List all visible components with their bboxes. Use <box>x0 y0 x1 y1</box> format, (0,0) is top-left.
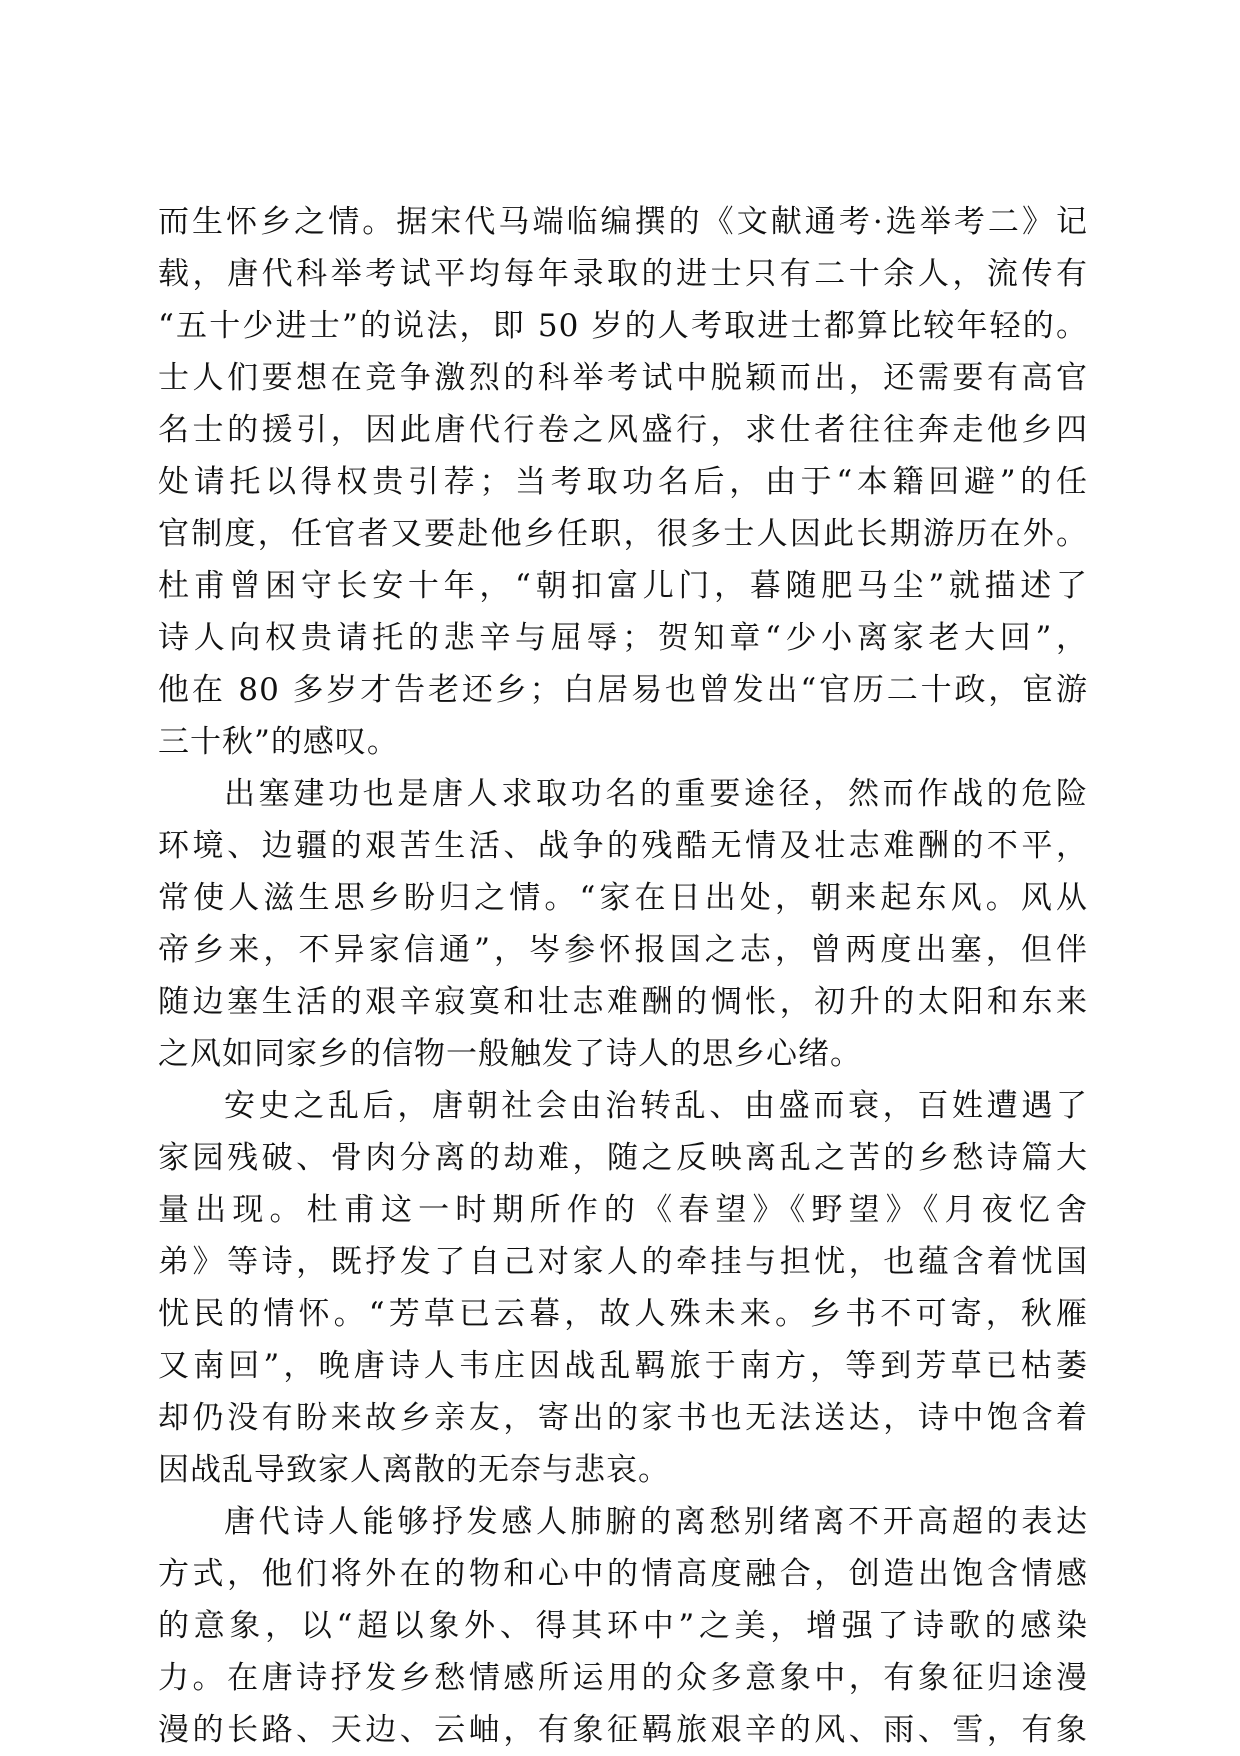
text-line: 出塞建功也是唐人求取功名的重要途径，然而作战的危险 <box>224 776 1088 812</box>
text-line: 三十秋”的感叹。 <box>158 724 399 760</box>
text-line: 名士的援引，因此唐代行卷之风盛行，求仕者往往奔走他乡四 <box>158 412 1088 448</box>
text-line: 杜甫曾困守长安十年，“朝扣富儿门，暮随肥马尘”就描述了 <box>158 568 1088 604</box>
text-line: 帝乡来，不异家信通”，岑参怀报国之志，曾两度出塞，但伴 <box>158 932 1088 968</box>
paragraph-1 <box>158 196 1088 768</box>
text-line: 方式，他们将外在的物和心中的情高度融合，创造出饱含情感 <box>158 1556 1088 1592</box>
text-line: “五十少进士”的说法，即 50 岁的人考取进士都算比较年轻的。 <box>158 308 1088 344</box>
text-line: 忧民的情怀。“芳草已云暮，故人殊未来。乡书不可寄，秋雁 <box>158 1296 1088 1332</box>
text-line: 安史之乱后，唐朝社会由治转乱、由盛而衰，百姓遭遇了 <box>224 1088 1088 1124</box>
text-line: 诗人向权贵请托的悲辛与屈辱；贺知章“少小离家老大回”， <box>158 620 1088 656</box>
text-line: 却仍没有盼来故乡亲友，寄出的家书也无法送达，诗中饱含着 <box>158 1400 1088 1436</box>
text-line: 环境、边疆的艰苦生活、战争的残酷无情及壮志难酬的不平， <box>158 828 1088 864</box>
text-line: 常使人滋生思乡盼归之情。“家在日出处，朝来起东风。风从 <box>158 880 1088 916</box>
paragraph-4 <box>158 1496 1088 1756</box>
text-line: 家园残破、骨肉分离的劫难，随之反映离乱之苦的乡愁诗篇大 <box>158 1140 1088 1176</box>
text-line: 的意象，以“超以象外、得其环中”之美，增强了诗歌的感染 <box>158 1608 1088 1644</box>
text-line: 漫的长路、天边、云岫，有象征羁旅艰辛的风、雨、雪，有象 <box>158 1712 1088 1748</box>
text-line: 处请托以得权贵引荐；当考取功名后，由于“本籍回避”的任 <box>158 464 1088 500</box>
text-line: 因战乱导致家人离散的无奈与悲哀。 <box>158 1452 670 1488</box>
text-line: 随边塞生活的艰辛寂寞和壮志难酬的惆怅，初升的太阳和东来 <box>158 984 1088 1020</box>
text-line: 士人们要想在竞争激烈的科举考试中脱颖而出，还需要有高官 <box>158 360 1088 396</box>
text-line: 他在 80 多岁才告老还乡；白居易也曾发出“官历二十政，宦游 <box>158 672 1088 708</box>
text-line: 又南回”，晚唐诗人韦庄因战乱羁旅于南方，等到芳草已枯萎 <box>158 1348 1088 1384</box>
text-line: 载，唐代科举考试平均每年录取的进士只有二十余人，流传有 <box>158 256 1088 292</box>
text-line: 之风如同家乡的信物一般触发了诗人的思乡心绪。 <box>158 1036 862 1072</box>
text-line: 而生怀乡之情。据宋代马端临编撰的《文献通考·选举考二》记 <box>158 204 1088 240</box>
text-line: 量出现。杜甫这一时期所作的《春望》《野望》《月夜忆舍 <box>158 1192 1088 1228</box>
paragraph-2 <box>158 768 1088 1080</box>
text-line: 弟》等诗，既抒发了自己对家人的牵挂与担忧，也蕴含着忧国 <box>158 1244 1088 1280</box>
text-line: 唐代诗人能够抒发感人肺腑的离愁别绪离不开高超的表达 <box>224 1504 1088 1540</box>
body-text <box>158 196 1088 1756</box>
text-line: 官制度，任官者又要赴他乡任职，很多士人因此长期游历在外。 <box>158 516 1088 552</box>
paragraph-3 <box>158 1080 1088 1496</box>
text-line: 力。在唐诗抒发乡愁情感所运用的众多意象中，有象征归途漫 <box>158 1660 1088 1696</box>
